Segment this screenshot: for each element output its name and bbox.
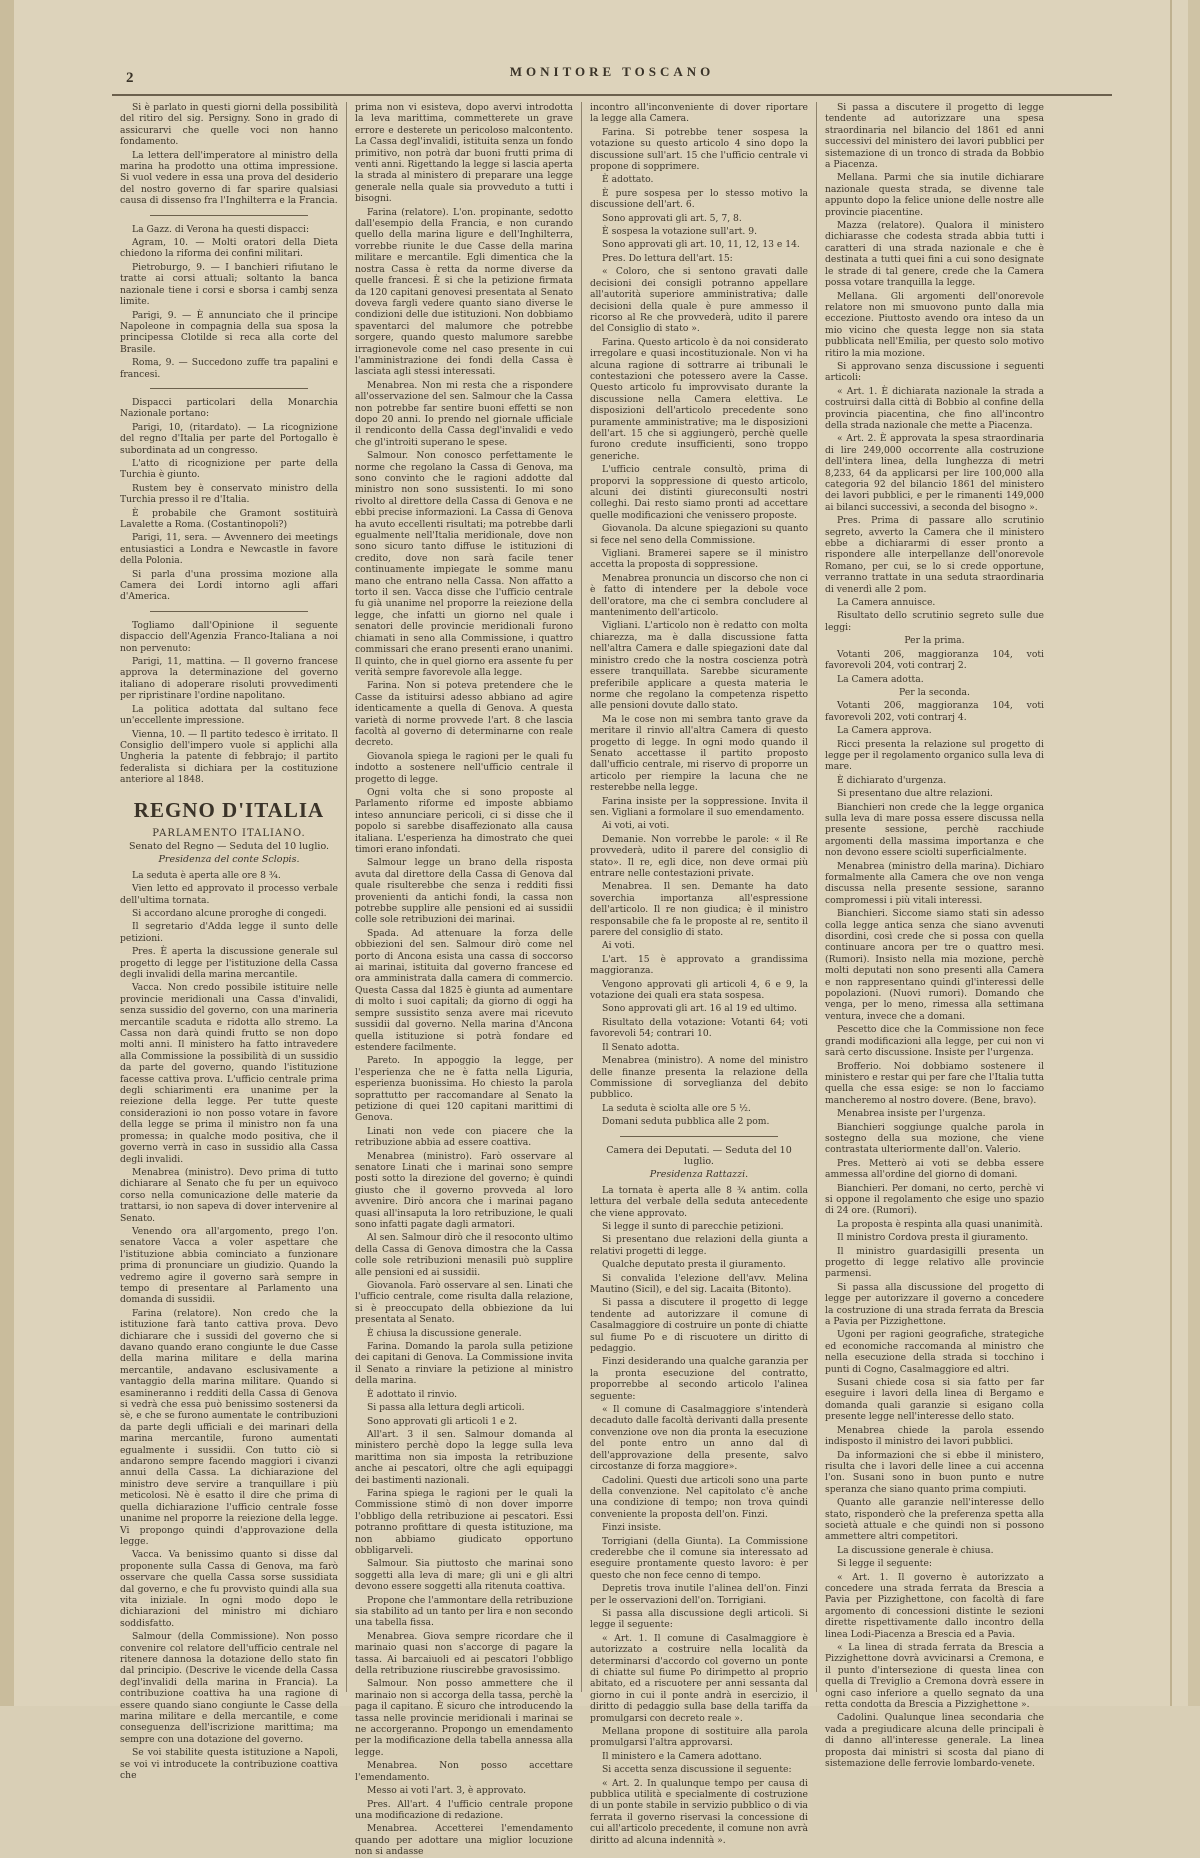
paragraph: È dichiarato d'urgenza. (837, 774, 947, 786)
paragraph: Cadolini. Qualunque linea secondaria che vada a pregiudicare alcuna delle principali è di danno all'interesse generale. La linea proposta dai ministri si scosta dal piano di sistemazione delle ferrovie lombardo-venete. (825, 1712, 1044, 1770)
paragraph: Mazza (relatore). Qualora il ministero dichiarasse che codesta strada abbia tutti i caratteri di una strada nazionale e che è destinata a tutti quei fini a cui sono designate le strade di tal genere, crede che la Camera possa votare tranquilla la legge. (825, 220, 1044, 289)
paragraph: Bianchieri. Per domani, no certo, perchè vi si oppone il regolamento che esige uno spazio di 24 ore. (Rumori). (825, 1182, 1044, 1217)
divider (150, 388, 308, 389)
paragraph: « La linea di strada ferrata da Brescia a Pizzighettone dovrà avvicinarsi a Cremona, e il punto d'intersezione di questa linea con quella di Treviglio a Cremona dovrà essere in ogni caso inferiore a quello segnato da una retta condotta da Brescia a Pizzighettone ». (825, 1642, 1044, 1711)
paragraph: Mellana propone di sostituire alla parola promulgarsi l'altra approvarsi. (590, 1726, 808, 1749)
dispatch: Roma, 9. — Succedono zuffe tra papalini e francesi. (120, 357, 338, 380)
column-2 (347, 102, 582, 1858)
paragraph: La seduta è sciolta alle ore 5 ½. (602, 1102, 751, 1114)
paragraph: La lettera dell'imperatore al ministro della marina ha prodotto una ottima impressione. Si vuol vedere in essa una prova del desiderio del nostro governo di far sparire qualsiasi causa di dissenso fra l'Inghilterra e la Francia. (120, 149, 338, 207)
paragraph: Si passa a discutere il progetto di legge tendente ad autorizzare il comune di Casalmaggiore di costruire un ponte di chiatte sul fiume Po e di riscuotere un diritto di pedaggio. (590, 1297, 808, 1355)
masthead (112, 54, 1112, 96)
paragraph: Farina (relatore). L'on. propinante, sedotto dall'esempio della Francia, e non curando quello della marina ligure e dell'Inghilterra, vorrebbe riunite le due Casse della marina militare e mercantile. Egli dimentica che la nostra Cassa è retta da norme diverse da quelle francesi. È si che la petizione firmata da 120 capitani genovesi presentata al Senato doveva fargli vedere quanto siano diverse le condizioni delle due istituzioni. Non dobbiamo spaventarci del malumore che potrebbe sorgere, quando questo malumore sarebbe irragionevole come nel caso presente in cui l'amministrazione dei fondi della Cassa è lasciata agli stessi interessati. (355, 206, 573, 378)
paragraph: Pres. Metterò ai voti se debba essere ammessa all'ordine del giorno di domani. (825, 1157, 1044, 1181)
page-number: 2 (126, 70, 134, 86)
paragraph: All'art. 3 il sen. Salmour domanda al ministero perchè dopo la legge sulla leva marittima non sia imposta la retribuzione anche ai pescatori, oltre che agli equipaggi dei bastimenti nazionali. (355, 1428, 573, 1486)
paragraph: Qualche deputato presta il giuramento. (602, 1259, 786, 1271)
paragraph: Menabrea (ministro). Devo prima di tutto dichiarare al Senato che fu per un equivoco corso nella comunicazione delle materie da trattarsi, io non sapeva di dover intervenire al Senato. (120, 1166, 338, 1224)
paragraph: Susani chiede cosa si sia fatto per far eseguire i lavori della linea di Bergamo e domanda quali garanzie si esigano colla presente legge nell'interesse dello stato. (825, 1377, 1044, 1423)
paragraph: Pareto. In appoggio la legge, per l'esperienza che ne è fatta nella Liguria, esperienza buonissima. Ho chiesto la parola soprattutto per raccomandare al Senato la petizione di quei 120 capitani marittimi di Genova. (355, 1055, 573, 1124)
divider (150, 611, 308, 612)
dispatch: Pietroburgo, 9. — I banchieri rifiutano le tratte ai corsi attuali; soltanto la banca nazionale tiene i corsi e sborsa i cambj senza limite. (120, 261, 338, 308)
paragraph: È pure sospesa per lo stesso motivo la discussione dell'art. 6. (590, 187, 808, 211)
paragraph: Giovanola. Da alcune spiegazioni su quanto si fece nel seno della Commissione. (590, 523, 808, 546)
paragraph: Si accordano alcune proroghe di congedi. (132, 907, 327, 919)
paragraph: Menabrea. Non mi resta che a rispondere all'osservazione del sen. Salmour che la Cassa non potrebbe far sentire buoni effetti se non dopo 20 anni. Io prendo nel giornale ufficiale il rendiconto della Cassa degl'invalidi e vedo che gl'introiti superano le spese. (355, 379, 573, 448)
paragraph: Farina. Non si poteva pretendere che le Casse da istituirsi adesso abbiano ad agire identicamente a quella di Genova. A questa varietà di norme provvede l'art. 8 che lascia facoltà al governo di determinarne con reale decreto. (355, 680, 573, 749)
paragraph: Mellana. Parmi che sia inutile dichiarare nazionale questa strada, se divenne tale appunto dopo la felice unione delle nostre alle provincie piacentine. (825, 172, 1044, 218)
paragraph: Ai voti. (602, 940, 635, 952)
dispatch: Parigi, 9. — È annunciato che il principe Napoleone in compagnia della sua sposa la principessa Clotilde si reca alla corte del Brasile. (120, 309, 338, 355)
paragraph: Brofferio. Noi dobbiamo sostenere il ministero e restar qui per fare che l'Italia tutta quella che essa esige: se non lo facciamo mancheremo al nostro dovere. (Bene, bravo). (825, 1060, 1044, 1106)
paragraph: Bianchieri non crede che la legge organica sulla leva di mare possa essere discussa nella presente sessione, perchè racchiude argomenti della massima importanza e che non devono essere sciolti superficialmente. (825, 801, 1044, 859)
paragraph: Farina. Domando la parola sulla petizione dei capitani di Genova. La Commissione invita il Senato a rinviare la petizione al ministro della marina. (355, 1341, 573, 1387)
paragraph: È adottato. (602, 174, 654, 186)
paragraph: Pres. All'art. 4 l'ufficio centrale propone una modificazione di redazione. (355, 1798, 573, 1821)
dispatch: È probabile che Gramont sostituirà Lavalette a Roma. (Costantinopoli?) (120, 507, 338, 530)
paragraph: Si presentano due relazioni della giunta a relativi progetti di legge. (590, 1234, 808, 1257)
dispatch: Agram, 10. — Molti oratori della Dieta chiedono la riforma dei confini militari. (120, 237, 338, 260)
paragraph: Il ministro Cordova presta il giuramento. (837, 1232, 1029, 1244)
paragraph: Pres. Prima di passare allo scrutinio segreto, avverto la Camera che il ministero ebbe a dichiararmi di esser pronto a rispondere alle interpellanze dell'onorevole Romano, per cui, se lo si crede opportune, verranno trattate in una seduta straordinaria di venerdì alle 2 pom. (825, 515, 1044, 595)
paragraph: Ogni volta che si sono proposte al Parlamento riforme ed imposte abbiamo inteso annunciare pericoli, ci si disse che il popolo si sarebbe disaffezionato alla causa italiana. L'esperienza ha dimostrato che quei timori erano infondati. (355, 786, 573, 855)
paragraph: Menabrea. Accetterei l'emendamento quando per adottare una miglior locuzione non si andasse (355, 1823, 573, 1858)
paragraph: Menabrea (ministro della marina). Dichiaro formalmente alla Camera che ove non venga discussa nella presente sessione, saranno compromessi i più vitali interessi. (825, 860, 1044, 906)
paragraph: Giovanola. Farò osservare al sen. Linati che l'ufficio centrale, come risulta dalla relazione, si è preoccupato della obbiezione da lui presentata al Senato. (355, 1280, 573, 1326)
divider (150, 215, 308, 216)
column-3 (582, 102, 817, 1846)
paragraph: prima non vi esisteva, dopo avervi introdotta la leva marittima, commetterete un grave errore e desterete un pericoloso malcontento. La Cassa degl'invalidi, istituita senza un fondo primitivo, non potrà dar buoni frutti prima di venti anni. Rigettando la legge si lascia aperta la strada al ministero di preparare una legge generale nella quale sia provveduto a tutti i bisogni. (355, 102, 573, 205)
paragraph: Menabrea (ministro). Farò osservare al senatore Linati che i marinai sono sempre posti sotto la direzione del governo; è quindi giusto che il governo provveda al loro avvenire. Dirò ancora che i marinai pagano quasi all'insaputa la loro retribuzione, le quali sono infatti pagate dagli armatori. (355, 1150, 573, 1230)
dispatch: Vienna, 10. — Il partito tedesco è irritato. Il Consiglio dell'impero vuole si applichi alla Ungheria la patente di febbrajo; il partito federalista si dichiara per la costituzione anteriore al 1848. (120, 728, 338, 786)
section-heading: REGNO D'ITALIA (133, 797, 325, 822)
paragraph: La Camera approva. (837, 725, 932, 737)
vote-heading: Per la prima. (904, 635, 965, 647)
paragraph: La Gazz. di Verona ha questi dispacci: (132, 223, 310, 235)
paragraph: Si legge il sunto di parecchie petizioni. (602, 1220, 784, 1232)
paragraph: Sono approvati gli art. 5, 7, 8. (602, 212, 742, 224)
paragraph: Vigliani. Bramerei sapere se il ministro accetta la proposta di soppressione. (590, 548, 808, 571)
paragraph: « Art. 2. In qualunque tempo per causa di pubblica utilità e specialmente di costruzione di un ponte stabile in servizio pubblico o di via ferrata il governo riservasi la concessione di cui all'articolo precedente, il comune non avrà diritto ad alcuna indennità ». (590, 1777, 808, 1846)
dispatch: Parigi, 11, sera. — Avvennero dei meetings entusiastici a Londra e Newcastle in favore della Polonia. (120, 532, 338, 567)
paragraph: Finzi insiste. (602, 1522, 662, 1534)
paragraph: Menabrea insiste per l'urgenza. (837, 1108, 986, 1120)
paragraph: « Art. 1. È dichiarata nazionale la strada a costruirsi dalla città di Bobbio al confine della provincia piacentina, che fino all'incontro della strada nazionale che mette a Piacenza. (825, 385, 1044, 431)
paragraph: Ai voti, ai voti. (602, 820, 670, 832)
paragraph: Ugoni per ragioni geografiche, strategiche ed economiche raccomanda al ministro che nella esecuzione della strada si tocchino i punti di Cogno, Casalmaggiore ed altri. (825, 1329, 1044, 1375)
paragraph: Salmour. Sia piuttosto che marinai sono soggetti alla leva di mare; gli uni e gli altri devono essere soggetti alla ritenuta coattiva. (355, 1558, 573, 1593)
paragraph: Togliamo dall'Opinione il seguente dispaccio dell'Agenzia Franco-Italiana a noi non pervenuto: (120, 619, 338, 654)
presidency-line: Presidenza del conte Sclopis. (158, 854, 300, 866)
paragraph: Farina. Si potrebbe tener sospesa la votazione su questo articolo 4 sino dopo la discussione sull'art. 15 che l'ufficio centrale vi propone di sopprimere. (590, 126, 808, 173)
paragraph: La seduta è aperta alle ore 8 ¾. (132, 869, 281, 881)
paragraph: Depretis trova inutile l'alinea dell'on. Finzi per le osservazioni dell'on. Torrigiani. (590, 1583, 808, 1606)
paragraph: Si convalida l'elezione dell'avv. Melina Mautino (Sicil), e del sig. Lacaita (Bitonto). (590, 1272, 808, 1295)
paragraph: Risultato della votazione: Votanti 64; voti favorevoli 54; contrari 10. (590, 1016, 808, 1040)
paragraph: Farina (relatore). Non credo che la istituzione farà tanto cattiva prova. Devo dichiarare che i sussidi del governo che si davano quando erano congiunte le due Casse della marina militare e della marina mercantile, andavano esclusivamente a vantaggio della marina militare. Quando si esamineranno i redditi della Cassa di Genova si vedrà che essa può benissimo sostenersi da sè, e che se furono aumentate le contribuzioni da parte degli ufficiali e dei marinari della marina mercantile, furono aumentati egualmente i sussidii. Con tutto ciò si andarono sempre facendo maggiori i civanzi annui della Cassa. La dichiarazione del ministro deve servire a tranquillare i più meticolosi. Nè è esatto il dire che prima di quella dichiarazione l'ufficio centrale fosse unanime nel proporre la reiezione della legge. Vi propongo quindi d'approvazione della legge. (120, 1307, 338, 1547)
paragraph: Menabrea (ministro). A nome del ministro delle finanze presenta la relazione della Commissione di sorveglianza del debito pubblico. (590, 1055, 808, 1101)
session-heading: Camera dei Deputati. — Seduta del 10 luglio. (606, 1144, 792, 1167)
paragraph: Torrigiani (della Giunta). La Commissione crederebbe che il comune sia interessato ad eseguire prontamente questo lavoro: è per questo che non fece cenno di tempo. (590, 1535, 808, 1581)
paragraph: Menabrea. Non posso accettare l'emendamento. (355, 1760, 573, 1783)
paragraph: Da informazioni che si ebbe il ministero, risulta che i lavori delle linee a cui accenna l'on. Susani sono in buon punto e nutre speranza che siano quanto prima compiuti. (825, 1449, 1044, 1495)
paragraph: Si passa alla discussione degli articoli. Si legge il seguente: (590, 1607, 808, 1631)
paragraph: Spada. Ad attenuare la forza delle obbiezioni del sen. Salmour dirò come nel porto di Ancona esista una cassa di soccorso ai marinai, istituita dal governo francese ed ora amministrata dalla camera di commercio. Questa Cassa dal 1825 è giunta ad aumentare di molto i suoi capitali; da giorno di oggi ha sempre sussistito senza avere mai ricevuto sussidii dal governo. Nella marina d'Ancona quella istituzione si potrà fondare ed estendere facilmente. (355, 927, 573, 1053)
paragraph: Vien letto ed approvato il processo verbale dell'ultima tornata. (120, 883, 338, 906)
paragraph: È sospesa la votazione sull'art. 9. (602, 226, 758, 238)
paragraph: Vacca. Va benissimo quanto si disse dal proponente sulla Cassa di Genova, ma farò osservare che quella Cassa sorse sussidiata dal governo, e che fu provvisto quindi alla sua vita iniziale. In ogni modo dopo le dichiarazioni del ministro mi dichiaro soddisfatto. (120, 1549, 338, 1629)
paragraph: Sono approvati gli art. 10, 11, 12, 13 e 14. (602, 239, 800, 251)
presidency-line: Presidenza Rattazzi. (649, 1169, 749, 1181)
paragraph: Bianchieri soggiunge qualche parola in sostegno della sua mozione, che viene contrastata ulteriormente dall'on. Valerio. (825, 1121, 1044, 1156)
session-heading: Senato del Regno — Seduta del 10 luglio. (128, 840, 330, 852)
paragraph: Si passa alla lettura degli articoli. (367, 1402, 525, 1414)
paragraph: Salmour (della Commissione). Non posso convenire col relatore dell'ufficio centrale nel ritenere dannosa la dotazione dello stato fin dal principio. (Descrive le vicende della Cassa degl'invalidi della marina in Francia). La contribuzione coattiva ha una ragione di essere quando siano congiunte le Casse della marina militare e della mercantile, e come conseguenza dell'iscrizione marittima; ma sempre con una dotazione del governo. (120, 1631, 338, 1745)
paragraph: Bianchieri. Siccome siamo stati sin adesso colla legge antica senza che siano avvenuti disordini, così crede che si possa con quella continuare ancora per tre o quattro mesi. (Rumori). Insisto nella mia mozione, perchè molti deputati non sono presenti alla Camera e non rappresentano quindi gl'interessi delle popolazioni. (Nuovi rumori). Domando che venga, per lo meno, rimessa alla settimana ventura, invece che a domani. (825, 908, 1044, 1022)
paragraph: Menabrea. Giova sempre ricordare che il marinaio quasi non s'accorge di pagare la tassa. Ai barcaiuoli ed ai pescatori l'obbligo della retribuzione riuscirebbe gravosissimo. (355, 1630, 573, 1677)
paragraph: « Art. 1. Il comune di Casalmaggiore è autorizzato a costruire nella località da determinarsi d'accordo col governo un ponte di chiatte sul fiume Po dirimpetto al proprio abitato, ed a riscuotere per anni sessanta dal giorno in cui il ponte andrà in esercizio, il diritto di pedaggio sulla base della tariffa da promulgarsi con decreto reale ». (590, 1632, 808, 1724)
paragraph: « Art. 2. È approvata la spesa straordinaria di lire 249,000 occorrente alla costruzione dell'intera linea, della lunghezza di metri 8,233, 64 da applicarsi per lire 100,000 alla categoria 92 del bilancio 1861 del ministero dei lavori pubblici, e per le rimanenti 149,000 ai bilanci successivi, a seconda del bisogno ». (825, 433, 1044, 513)
paragraph: Vacca. Non credo possibile istituire nelle provincie meridionali una Cassa d'invalidi, senza sussidio del governo, con una marineria mercantile scaduta e ridotta allo stremo. La Cassa non darà quindi frutto se non dopo molti anni. Il ministero ha fatto intravedere alla Commissione la possibilità di un sussidio da parte del governo, quando l'istituzione facesse cattiva prova. L'ufficio centrale prima degli schiarimenti era unanime per la reiezione della legge. Per tutte queste considerazioni io non posso votare in favore della legge se prima il ministro non fa una promessa; in qualche modo positiva, che il governo verrà in caso in sussidio alla Cassa degli invalidi. (120, 982, 338, 1165)
paragraph: Salmour. Non posso ammettere che il marinaio non si accorga della tassa, perchè la paga il capitano. È sicuro che introducendo la tassa nelle provincie meridionali i marinai se ne accorgeranno. Propongo un emendamento per la modificazione della tabella annessa alla legge. (355, 1678, 573, 1758)
paragraph: L'ufficio centrale consultò, prima di proporvi la soppressione di questo articolo, alcuni dei distinti giureconsulti nostri colleghi. Dai resto siamo pronti ad accettare quelle modificazioni che venissero proposte. (590, 464, 808, 521)
subsection-heading: PARLAMENTO ITALIANO. (152, 827, 306, 839)
paragraph: Pres. Do lettura dell'art. 15: (602, 252, 733, 264)
paragraph: Messo ai voti l'art. 3, è approvato. (367, 1785, 527, 1797)
paragraph: Si approvano senza discussione i seguenti articoli: (825, 360, 1044, 384)
paragraph: Si è parlato in questi giorni della possibilità del ritiro del sig. Persigny. Sono in grado di assicurarvi che quelle voci non hanno fondamento. (120, 102, 338, 148)
paragraph: Sono approvati gli art. 16 al 19 ed ultimo. (602, 1003, 797, 1015)
paragraph: È adottato il rinvio. (367, 1388, 457, 1400)
paragraph: Dispacci particolari della Monarchia Nazionale portano: (120, 396, 338, 420)
paragraph: Domani seduta pubblica alle 2 pom. (602, 1116, 770, 1128)
page (112, 54, 1112, 1858)
paragraph: La Camera annuisce. (837, 597, 936, 609)
paragraph: Giovanola spiega le ragioni per le quali fu indotto a sostenere nell'ufficio centrale il progetto di legge. (355, 750, 573, 785)
paragraph: Risultato dello scrutinio segreto sulle due leggi: (825, 610, 1044, 633)
vote-heading: Per la seconda. (899, 686, 970, 698)
newspaper-title: MONITORE TOSCANO (509, 64, 715, 79)
paper-edge-left (0, 0, 14, 1706)
paragraph: Mellana. Gli argomenti dell'onorevole relatore non mi smuovono punto dalla mia eccezione. Piuttosto avendo ora inteso da un mio vicino che questa legge non sia stata pubblicata nell'Emilia, per questo solo motivo ritiro la mia mozione. (825, 290, 1044, 359)
paragraph: Ma le cose non mi sembra tanto grave da meritare il rinvio all'altra Camera di questo progetto di legge. In ogni modo quando il Senato accettasse il partito proposto dall'ufficio centrale, mi riservo di proporre un articolo per riempire la lacuna che ne resterebbe nella legge. (590, 713, 808, 794)
paragraph: La Camera adotta. (837, 673, 924, 685)
paragraph: Cadolini. Questi due articoli sono una parte della convenzione. Nel capitolato c'è anche una condizione di tempo; non trova quindi conveniente la proposta dell'on. Finzi. (590, 1474, 808, 1520)
paragraph: Si accetta senza discussione il seguente: (602, 1764, 792, 1776)
paragraph: « Coloro, che si sentono gravati dalle decisioni dei consigli potranno appellare all'autorità superiore amministrativa; dalle decisioni della quale è pure ammesso il ricorso al Re che provvederà, udito il parere del Consiglio di stato ». (590, 266, 808, 335)
paragraph: Votanti 206, maggioranza 104, voti favorevoli 202, voti contrarj 4. (825, 700, 1044, 723)
paragraph: Pres. È aperta la discussione generale sul progetto di legge per l'istituzione della Cassa degli invalidi della marina mercantile. (120, 946, 338, 980)
paragraph: Farina. Questo articolo è da noi considerato irregolare e quasi incostituzionale. Non vi ha alcuna ragione di sottrarre ai tribunali le contestazioni che potessero avere la Casse. Questo articolo fu improvvisato durante la discussione nella Camera elettiva. Le disposizioni dell'articolo precedente sono puramente amministrative; ma le disposizioni dell'art. 15 che si aggiungerò, perchè quelle furono credute insufficienti, sono troppo generiche. (590, 336, 808, 462)
paper-fold (1170, 0, 1172, 1706)
paragraph: Salmour legge un brano della risposta avuta dal direttore della Cassa di Genova dal quale risulterebbe che senza i redditi fissi provenienti da antichi fondi, la cassa non potrebbe supplire alle pensioni ed ai sussidii colle sole retribuzioni dei marinai. (355, 857, 573, 926)
column-4 (817, 102, 1052, 1770)
dispatch: L'atto di ricognizione per parte della Turchia è giunto. (120, 457, 338, 481)
paragraph: È chiusa la discussione generale. (367, 1327, 522, 1339)
paragraph: « Il comune di Casalmaggiore s'intenderà decaduto dalle facoltà derivanti dalla presente convenzione ove non dia pronta la esecuzione del ponte entro un anno dal dì dell'approvazione della presente, salvo circostanze di forza maggiore». (590, 1404, 808, 1473)
paragraph: Si presentano due altre relazioni. (837, 788, 993, 800)
paragraph: Finzi desiderando una qualche garanzia per la pronta esecuzione del contratto, proporrebbe al secondo articolo l'alinea seguente: (590, 1356, 808, 1402)
paragraph: Venendo ora all'argomento, prego l'on. senatore Vacca a voler aspettare che l'istituzione abbia cominciato a funzionare prima di pronunciare un giudizio. Quando la vedremo agire il governo sarà sempre in tempo di presentare al Parlamento una domanda di sussidii. (120, 1225, 338, 1306)
paragraph: Il Senato adotta. (602, 1041, 680, 1053)
paragraph: Si legge il seguente: (837, 1558, 932, 1570)
dispatch: La politica adottata dal sultano fece un'eccellente impressione. (120, 703, 338, 727)
paragraph: Ricci presenta la relazione sul progetto di legge per il regolamento organico sulla leva di mare. (825, 738, 1044, 773)
paragraph: Quanto alle garanzie nell'interesse dello stato, risponderò che la preferenza spetta alla società attuale e che quindi non si possono ammettere altri competitori. (825, 1497, 1044, 1543)
paragraph: Il segretario d'Adda legge il sunto delle petizioni. (120, 921, 338, 944)
paragraph: Se voi stabilite questa istituzione a Napoli, se voi vi introducete la contribuzione coattiva che (120, 1747, 338, 1782)
paragraph: La tornata è aperta alle 8 ¾ antim. colla lettura del verbale della seduta antecedente che viene approvato. (590, 1184, 808, 1219)
paragraph: « Art. 1. Il governo è autorizzato a concedere una strada ferrata da Brescia a Pavia per Pizzighettone, con facoltà di fare argomento di concessioni distinte le sezioni dirette rispettivamente dallo incontro della linea Lodi-Piacenza a Brescia ed a Pavia. (825, 1571, 1044, 1640)
paragraph: Si passa a discutere il progetto di legge tendente ad autorizzare una spesa straordinaria nel bilancio del 1861 ed anni successivi del ministero dei lavori pubblici per sistemazione di un tronco di strada da Bobbio a Piacenza. (825, 102, 1044, 171)
paragraph: Vigliani. L'articolo non è redatto con molta chiarezza, ma è dalla discussione fatta nell'altra Camera e dalle spiegazioni date dal ministro credo che la nostra coscienza potrà essere tranquillata. Sarebbe sicuramente preferibile applicare a questa materia le norme che regolano la competenza rispetto alle pensioni dovute dallo stato. (590, 620, 808, 712)
paragraph: Propone che l'ammontare della retribuzione sia stabilito ad un tanto per lira e non secondo una tabella fissa. (355, 1594, 573, 1629)
column-1 (112, 102, 347, 1782)
paper-edge-right (1188, 0, 1200, 1706)
paragraph: Salmour. Non conosco perfettamente le norme che regolano la Cassa di Genova, ma sono convinto che le ragioni addotte dal ministro non sono sussistenti. Io mi sono rivolto al direttore della Cassa di Genova e ne ebbi precise informazioni. La Cassa di Genova ha avuto eccellenti risultati; ma potrebbe darli egualmente nell'Italia meridionale, dove non sono sicuro tanto diffuse le istituzioni di credito, dove non sarà facile tener continuamente impiegate le somme manu mano che entrano nella Cassa. Non affatto a torto il sen. Vacca disse che l'ufficio centrale fu già unanime nel proporre la reiezione della legge, che infatti un giorno nel quale i senatori delle provincie meridionali furono chiamati in seno alla Commissione, i quattro commissari che erano presenti erano unanimi. Il quinto, che in quel giorno era assente fu per verità sempre favorevole alla legge. (355, 450, 573, 678)
paragraph: Si passa alla discussione del progetto di legge per autorizzare il governo a concedere la costruzione di una strada ferrata da Brescia a Pavia per Pizzighettone. (825, 1281, 1044, 1328)
paragraph: Il ministero e la Camera adottano. (602, 1750, 762, 1762)
paragraph: Demanie. Non vorrebbe le parole: « il Re provvederà, udito il parere del consiglio di stato». Il re, egli dice, non deve ormai più entrare nelle contestazioni private. (590, 833, 808, 879)
divider (620, 1136, 778, 1137)
paragraph: Al sen. Salmour dirò che il resoconto ultimo della Cassa di Genova dimostra che la Cassa colle sole retribuzioni menasili può supplire alle pensioni ed ai sussidii. (355, 1232, 573, 1278)
paragraph: Vengono approvati gli articoli 4, 6 e 9, la votazione dei quali era stata sospesa. (590, 978, 808, 1002)
paragraph: Menabrea pronuncia un discorso che non ci è fatto di intendere per la debole voce dell'oratore, ma che ci sembra concludere al mantenimento dell'articolo. (590, 572, 808, 619)
columns (112, 102, 1112, 1858)
paragraph: La proposta è respinta alla quasi unanimità. (837, 1218, 1043, 1230)
paragraph: Menabrea. Il sen. Demante ha dato soverchia importanza all'espressione dell'articolo. Il re non giudica; è il ministro responsabile che fa le proposte al re, sentito il parere del consiglio di stato. (590, 881, 808, 939)
dispatch: Si parla d'una prossima mozione alla Camera dei Lordi intorno agli affari d'America. (120, 568, 338, 603)
paragraph: Sono approvati gli articoli 1 e 2. (367, 1415, 518, 1427)
dispatch: Rustem bey è conservato ministro della Turchia presso il re d'Italia. (120, 482, 338, 506)
paragraph: La discussione generale è chiusa. (837, 1544, 994, 1556)
dispatch: Parigi, 11, mattina. — Il governo francese approva la determinazione del governo italiano di adoperare risoluti provvedimenti per ripristinare l'ordine napolitano. (120, 656, 338, 702)
paragraph: incontro all'inconveniente di dover riportare la legge alla Camera. (590, 102, 808, 125)
paragraph: Farina insiste per la soppressione. Invita il sen. Vigliani a formolare il suo emendamento. (590, 795, 808, 818)
paragraph: Farina spiega le ragioni per le quali la Commissione stimò di non dover imporre l'obbligo della retribuzione ai pescatori. Essi potranno profittare di questa istituzione, ma non abbiamo giudicato opportuno obbligarveli. (355, 1487, 573, 1556)
paragraph: Il ministro guardasigilli presenta un progetto di legge relativo alle provincie parmensi. (825, 1245, 1044, 1280)
paragraph: Votanti 206, maggioranza 104, voti favorevoli 204, voti contrarj 2. (825, 648, 1044, 672)
paragraph: L'art. 15 è approvato a grandissima maggioranza. (590, 953, 808, 977)
paragraph: Linati non vede con piacere che la retribuzione abbia ad essere coattiva. (355, 1125, 573, 1149)
dispatch: Parigi, 10, (ritardato). — La ricognizione del regno d'Italia per parte del Portogallo è subordinata ad un congresso. (120, 421, 338, 456)
paragraph: Pescetto dice che la Commissione non fece grandi modificazioni alla legge, per cui non vi sarà certo discussione. Insiste per l'urgenza. (825, 1024, 1044, 1059)
paragraph: Menabrea chiede la parola essendo indisposto il ministro dei lavori pubblici. (825, 1424, 1044, 1448)
